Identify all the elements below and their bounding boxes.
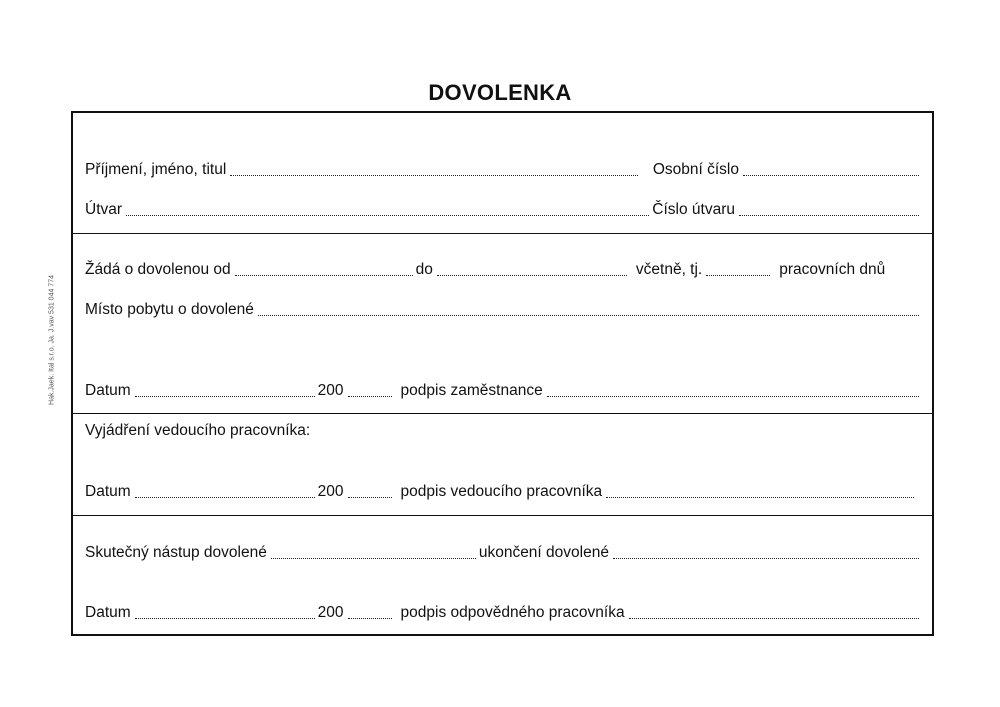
row-manager-opinion <box>85 422 922 442</box>
section-divider <box>71 413 934 414</box>
date-label: Datum <box>85 604 131 621</box>
row-name <box>85 161 922 181</box>
responsible-signature-field[interactable] <box>629 618 919 619</box>
actual-start-field[interactable] <box>271 558 476 559</box>
date-field[interactable] <box>135 618 315 619</box>
actual-end-field[interactable] <box>613 558 919 559</box>
date-from-field[interactable] <box>235 275 413 276</box>
name-label: Příjmení, jméno, titul <box>85 161 227 178</box>
personal-number-label: Osobní číslo <box>652 161 739 178</box>
manager-opinion-label: Vyjádření vedoucího pracovníka: <box>85 422 311 439</box>
workdays-label: pracovních dnů <box>779 261 886 278</box>
row-location <box>85 301 922 321</box>
form-title: DOVOLENKA <box>428 80 572 105</box>
department-field[interactable] <box>126 215 649 216</box>
department-number-label: Číslo útvaru <box>652 201 735 218</box>
row-department <box>85 201 922 221</box>
section-divider <box>71 233 934 234</box>
days-count-field[interactable] <box>706 275 770 276</box>
row-request <box>85 261 922 281</box>
location-field[interactable] <box>258 315 919 316</box>
year-field[interactable] <box>348 497 392 498</box>
year-label: 200 <box>317 382 344 399</box>
date-field[interactable] <box>135 497 315 498</box>
date-label: Datum <box>85 483 131 500</box>
employee-signature-label: podpis zaměstnance <box>400 382 543 399</box>
personal-number-field[interactable] <box>743 175 919 176</box>
manager-signature-field[interactable] <box>606 497 914 498</box>
row-manager-signature <box>85 483 922 503</box>
date-label: Datum <box>85 382 131 399</box>
department-number-field[interactable] <box>739 215 919 216</box>
side-note: Hak.Jaek. Ital s.r.o. Ja. J.vav 531 044 774 <box>48 275 56 405</box>
row-actual-dates <box>85 544 922 564</box>
row-employee-signature <box>85 382 922 402</box>
year-field[interactable] <box>348 396 392 397</box>
name-field[interactable] <box>230 175 638 176</box>
date-to-field[interactable] <box>437 275 627 276</box>
date-field[interactable] <box>135 396 315 397</box>
year-field[interactable] <box>348 618 392 619</box>
inclusive-label: včetně, tj. <box>635 261 703 278</box>
location-label: Místo pobytu o dovolené <box>85 301 254 318</box>
year-label: 200 <box>317 483 344 500</box>
employee-signature-field[interactable] <box>547 396 919 397</box>
responsible-signature-label: podpis odpovědného pracovníka <box>400 604 625 621</box>
year-label: 200 <box>317 604 344 621</box>
actual-end-label: ukončení dovolené <box>478 544 609 561</box>
actual-start-label: Skutečný nástup dovolené <box>85 544 267 561</box>
request-label: Žádá o dovolenou od <box>85 261 231 278</box>
section-divider <box>71 515 934 516</box>
row-responsible-signature <box>85 604 922 624</box>
manager-signature-label: podpis vedoucího pracovníka <box>400 483 603 500</box>
to-label: do <box>415 261 433 278</box>
department-label: Útvar <box>85 201 123 218</box>
